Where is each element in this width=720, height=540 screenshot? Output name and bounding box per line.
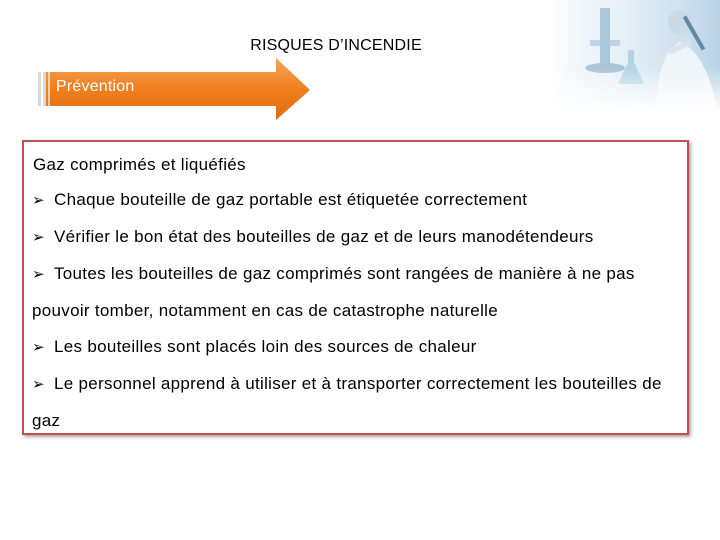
- box-heading: Gaz comprimés et liquéfiés: [33, 155, 246, 174]
- list-item: [32, 329, 682, 366]
- section-label: Prévention: [56, 78, 135, 95]
- lab-scientist-photo: [550, 0, 720, 112]
- bullet-list: [32, 182, 682, 439]
- list-item: [32, 219, 682, 256]
- arrowhead-bullet-icon: ➢: [32, 192, 45, 209]
- arrowhead-bullet-icon: ➢: [32, 229, 45, 246]
- content-box: [22, 140, 689, 435]
- list-item-text: Chaque bouteille de gaz portable est étiquetée correctement: [54, 190, 528, 209]
- list-item-text: Le personnel apprend à utiliser et à transporter correctement les bouteilles de gaz: [32, 374, 662, 430]
- slide-title: RISQUES D’INCENDIE: [250, 37, 422, 54]
- list-item-text: Vérifier le bon état des bouteilles de gaz et de leurs manodétendeurs: [54, 227, 594, 246]
- list-item: [32, 256, 682, 329]
- list-item-text: Toutes les bouteilles de gaz comprimés sont rangées de manière à ne pas pouvoir tomber, notamment en cas de catastrophe naturelle: [32, 264, 635, 320]
- list-item-text: Les bouteilles sont placés loin des sources de chaleur: [54, 337, 477, 356]
- list-item: [32, 182, 682, 219]
- arrowhead-bullet-icon: ➢: [32, 376, 45, 393]
- arrowhead-bullet-icon: ➢: [32, 266, 45, 283]
- arrowhead-bullet-icon: ➢: [32, 339, 45, 356]
- list-item: [32, 366, 682, 439]
